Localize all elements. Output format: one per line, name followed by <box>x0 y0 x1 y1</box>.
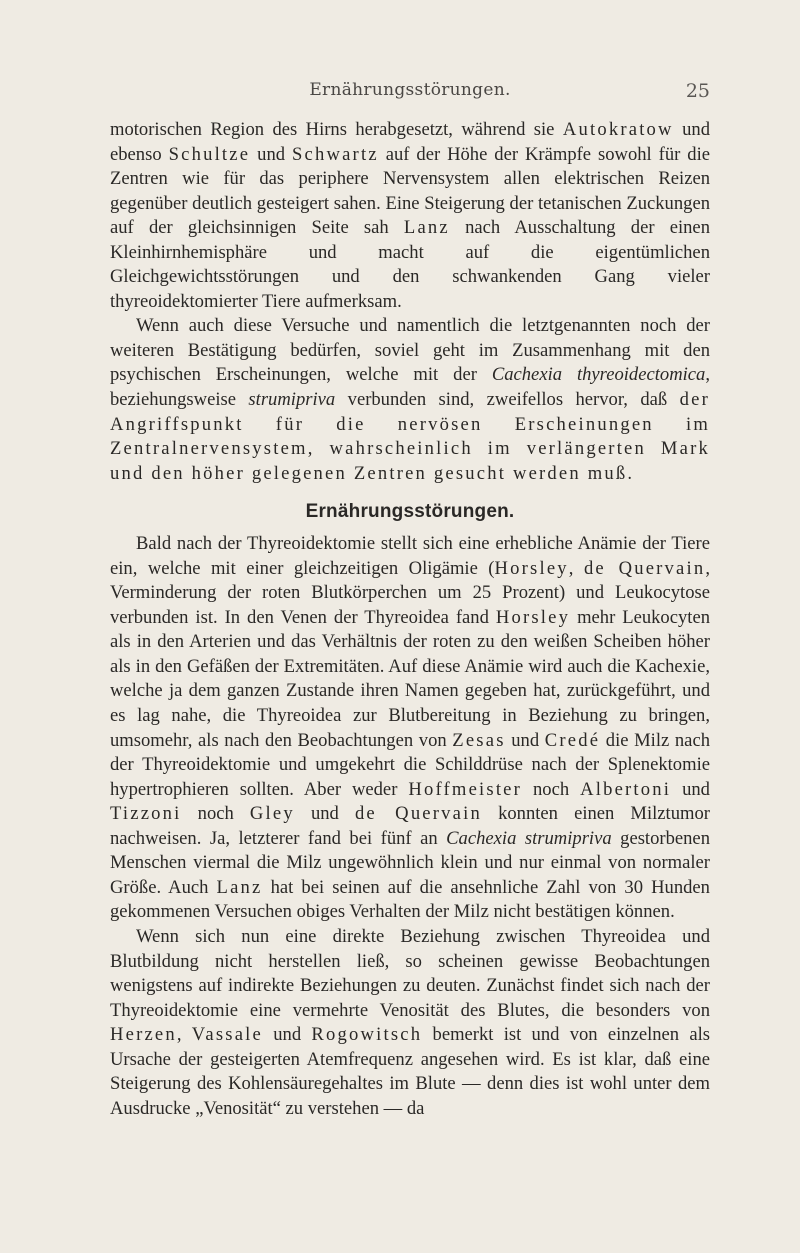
text-run: und <box>294 803 355 825</box>
author-name: Lanz <box>403 217 450 239</box>
author-name: Hoffmeister <box>408 778 523 800</box>
latin-term: strumipriva <box>248 389 336 411</box>
running-head <box>110 80 710 106</box>
latin-term: Cachexia thyreoidectomica <box>491 364 706 386</box>
text-run: Wenn sich nun eine direkte Beziehung zwischen Thyreoidea und Blutbildung nicht herstellen ließ, so scheinen gewisse Beobachtungen wenigstens auf indirekte Beziehungen zu deuten. Zunächst findet sich nach der Thyreoidektomie eine vermehrte Venosität des Blutes, die besonders von <box>110 925 710 1021</box>
text-run: noch <box>522 778 581 800</box>
author-name: de Quervain <box>354 803 482 825</box>
author-name: Herzen <box>110 1024 177 1046</box>
text-run: , beziehungsweise <box>110 364 710 411</box>
author-name: Horsley <box>494 557 569 579</box>
text-run: Wenn auch diese Versuche und namentlich die letztgenannten noch der weiteren Bestätigung bedürfen, soviel geht im Zusammenhang mit den psychischen Erscheinungen, welche mit der <box>110 315 710 386</box>
text-run: die Milz nach der Thyreoidektomie und umgekehrt die Schilddrüse nach der Splenektomie hypertrophieren sollten. Aber weder <box>110 729 710 800</box>
author-name: Credé <box>544 729 601 751</box>
text-run: verbunden sind, zweifellos hervor, daß <box>335 389 680 411</box>
author-name: Rogowitsch <box>311 1024 423 1046</box>
paragraph-1 <box>110 118 710 314</box>
section-heading: Ernährungsstörungen. <box>305 501 515 523</box>
author-name: Zesas <box>452 729 506 751</box>
author-name: Horsley <box>495 606 571 628</box>
paragraph-4 <box>110 925 710 1121</box>
text-run: , <box>176 1024 192 1046</box>
text-run: mehr Leukocyten als in den Arterien und das Verhältnis der roten zu den weißen Scheiben höher als in den Gefäßen der Extremitäten. Auf diese Anämie wird auch die Kachexie, welche ja dem ganzen Zustande ihren Namen gegeben hat, zurückgeführt, und es lag nahe, die Thyreoidea zur Blutbereitung in Beziehung zu bringen, umsomehr, als nach den Beobachtungen von <box>110 606 710 751</box>
running-title: Ernährungsstörungen. <box>309 80 511 100</box>
latin-term: Cachexia strumipriva <box>446 827 612 849</box>
text-run: nach Ausschaltung der einen Kleinhirnhemisphäre und macht auf die eigentümlichen Gleichgewichtsstörungen und den schwankenden Gang vieler thyreoidektomierter Tiere aufmerksam. <box>110 217 710 312</box>
text-run: gestorbenen Menschen viermal die Milz ungewöhnlich klein und nur einmal von normaler Größe. Auch <box>110 827 710 898</box>
text-run: und <box>505 729 545 751</box>
text-run: auf der Höhe der Krämpfe sowohl für die Zentren wie für das periphere Nervensystem allen elektrischen Reizen gegenüber deutlich gesteigert sahen. Eine Steigerung der tetanischen Zuckungen auf der gleichsinnigen Seite sah <box>110 143 711 239</box>
text-run: hat bei seinen auf die ansehnliche Zahl von 30 Hunden gekommenen Versuchen obiges Verhalten der Milz nicht bestätigen können. <box>110 876 710 923</box>
author-name: Albertoni <box>580 778 672 800</box>
text-run: und <box>262 1024 312 1046</box>
text-run: noch <box>181 803 250 825</box>
page-number: 25 <box>685 80 710 102</box>
text-run: konnten einen Milztumor nachweisen. Ja, letzterer fand bei fünf an <box>110 803 710 849</box>
author-name: Autokratow <box>562 119 674 140</box>
emphasized-conclusion: der Angriffspunkt für die nervösen Erscheinungen im Zentralnervensystem, wahrscheinlich im verlängerten Mark und den höher gelegenen Zentren gesucht werden muß. <box>110 389 710 484</box>
paragraph-3 <box>110 532 710 925</box>
text-run: bemerkt ist und von einzelnen als Ursache der gesteigerten Atemfrequenz angesehen wird. Es ist klar, daß eine Steigerung des Kohlensäuregehaltes im Blute — denn dies ist wohl unter dem Ausdrucke „Venosität“ zu verstehen — da <box>110 1024 711 1119</box>
text-run: und <box>250 143 292 165</box>
author-name: Vassale <box>191 1024 263 1046</box>
text-run: Bald nach der Thyreoidektomie stellt sich eine erhebliche Anämie der Tiere ein, welche mit einer gleichzeitigen Oligämie ( <box>110 533 710 579</box>
author-name: Tizzoni <box>110 803 182 825</box>
text-run: , <box>568 557 584 579</box>
text-run: und <box>671 778 710 800</box>
author-name: Schultze <box>168 143 251 165</box>
body-text <box>110 118 710 1121</box>
author-name: Schwartz <box>291 143 379 165</box>
text-run: motorischen Region des Hirns herabgesetzt, während sie <box>110 119 563 140</box>
text-run: und ebenso <box>110 119 710 165</box>
author-name: Gley <box>249 803 295 825</box>
author-name: de Quervain <box>583 557 706 579</box>
text-run: , Verminderung der roten Blutkörperchen um 25 Prozent) und Leukocytose verbunden ist. In den Venen der Thyreoidea fand <box>110 557 711 628</box>
author-name: Lanz <box>216 876 263 898</box>
paragraph-2 <box>110 314 710 486</box>
